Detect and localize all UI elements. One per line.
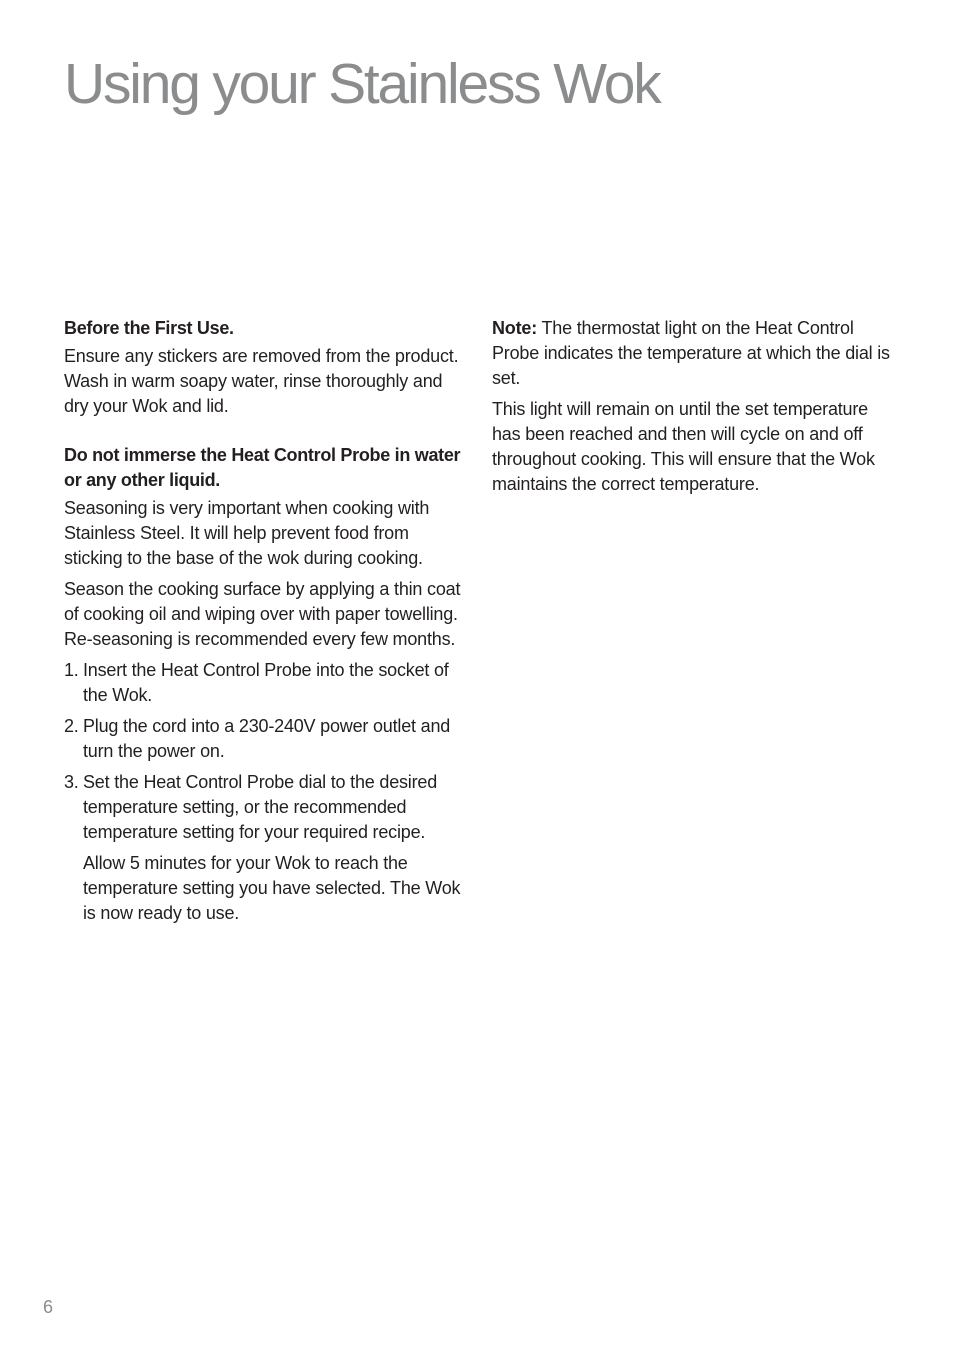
section-heading-warning: Do not immerse the Heat Control Probe in water or any other liquid.	[64, 445, 461, 490]
season-surface-paragraph: Season the cooking surface by applying a thin coat of cooking oil and wiping over with paper towelling. Re-seasoning is recommended every few months.	[64, 579, 461, 649]
step-number: 3.	[64, 772, 79, 792]
step-number: 1.	[64, 660, 79, 680]
step-number: 2.	[64, 716, 79, 736]
thermostat-light-paragraph: This light will remain on until the set temperature has been reached and then will cycle on and off throughout cooking. This will ensure that the Wok maintains the correct temperature.	[492, 399, 875, 494]
step-followup-paragraph: Allow 5 minutes for your Wok to reach the temperature setting you have selected. The Wok is now ready to use.	[83, 853, 461, 923]
step-text: Insert the Heat Control Probe into the socket of the Wok.	[83, 660, 449, 705]
note-label: Note:	[492, 318, 537, 338]
note-text: The thermostat light on the Heat Control Probe indicates the temperature at which the dial is set.	[492, 318, 890, 388]
note-paragraph	[492, 316, 892, 391]
list-item	[64, 658, 462, 708]
page-number: 6	[43, 1297, 54, 1317]
list-item	[64, 770, 462, 845]
steps-list	[64, 658, 462, 845]
step-text: Set the Heat Control Probe dial to the desired temperature setting, or the recommended temperature setting for your required recipe.	[83, 772, 438, 842]
list-item	[64, 714, 462, 764]
seasoning-paragraph: Seasoning is very important when cooking with Stainless Steel. It will help prevent food from sticking to the base of the wok during cooking.	[64, 498, 430, 568]
first-use-paragraph: Ensure any stickers are removed from the product. Wash in warm soapy water, rinse thoroughly and dry your Wok and lid.	[64, 346, 459, 416]
right-column	[492, 316, 892, 503]
step-text: Plug the cord into a 230-240V power outlet and turn the power on.	[83, 716, 451, 761]
left-column	[64, 316, 462, 932]
section-heading-first-use: Before the First Use.	[64, 318, 234, 338]
page-title: Using your Stainless Wok	[64, 52, 660, 116]
